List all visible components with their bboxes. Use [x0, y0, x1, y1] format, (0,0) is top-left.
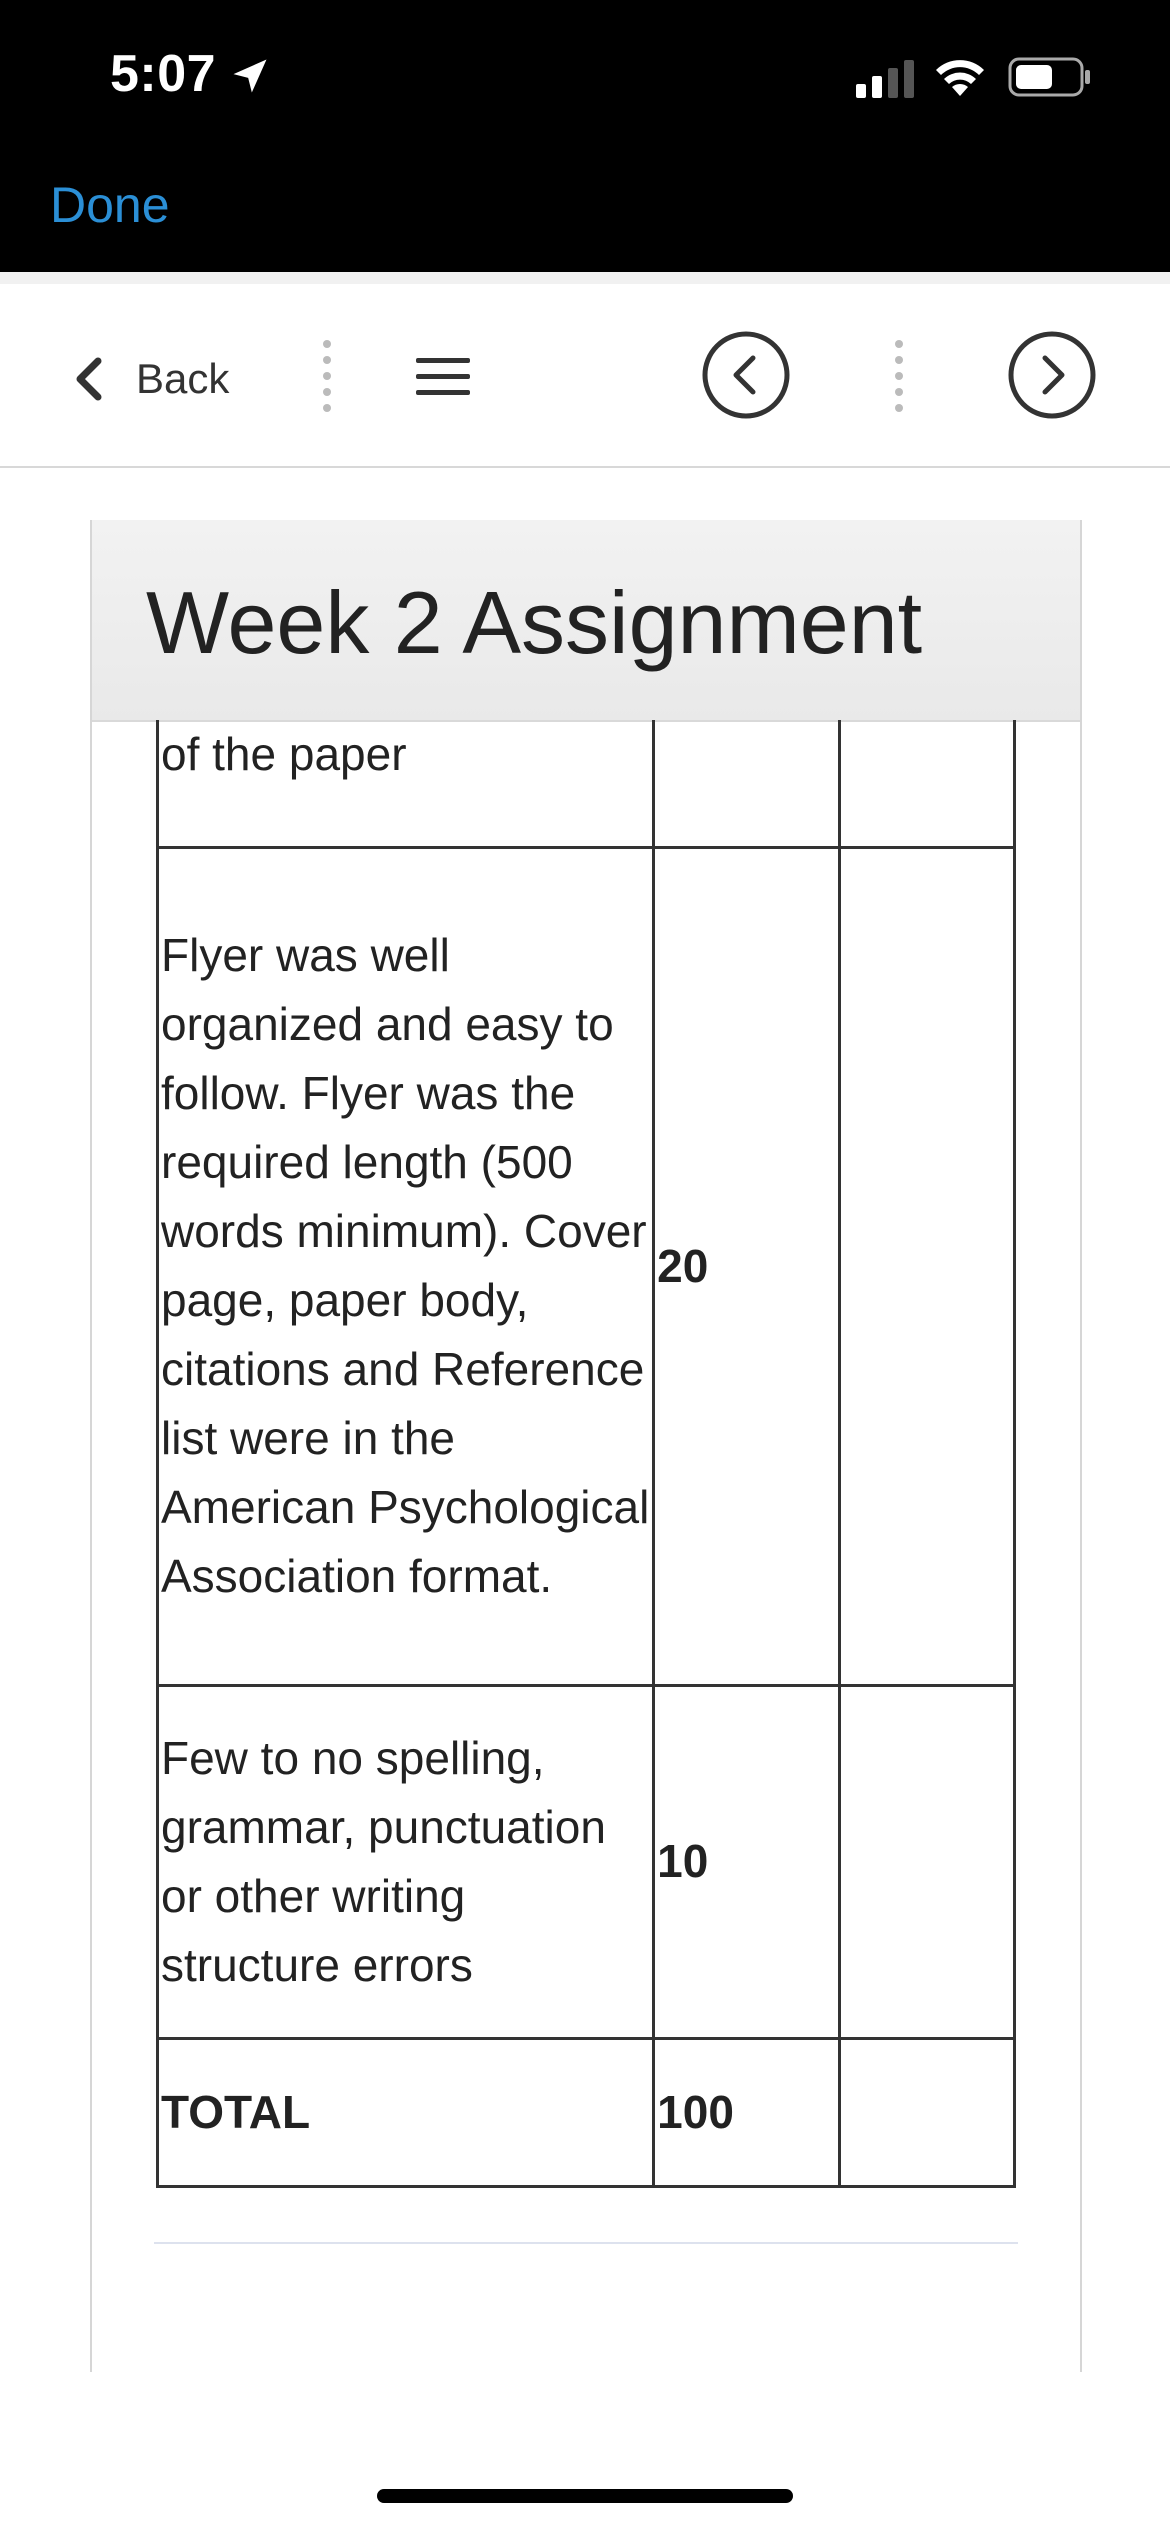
criteria-text: Flyer was well organized and easy to follow. Flyer was the required length (500 words minimum). Cover page, paper body, citations and Reference list were in the American Psychological Association format. [161, 929, 650, 1602]
criteria-cell [158, 1685, 654, 2038]
vertical-dots-icon [894, 340, 904, 412]
assignment-card [90, 520, 1082, 2372]
done-button[interactable]: Done [50, 177, 170, 233]
table-row [158, 847, 1015, 1685]
wifi-icon [934, 56, 986, 98]
divider [0, 272, 1170, 284]
page-title: Week 2 Assignment [146, 573, 923, 672]
criteria-text: Few to no spelling, grammar, punctuation or other writing structure errors [161, 1731, 606, 1991]
total-label-cell [158, 2038, 654, 2186]
next-circle-icon[interactable] [1007, 330, 1097, 420]
nav-bar [0, 284, 1170, 468]
table-row [158, 720, 1015, 847]
battery-icon [1008, 56, 1092, 98]
points-cell: 10 [654, 1685, 839, 2038]
location-arrow-icon [228, 54, 272, 98]
back-label: Back [136, 355, 230, 402]
points-cell: 20 [654, 847, 839, 1685]
home-indicator[interactable] [377, 2489, 793, 2503]
divider [154, 2242, 1018, 2244]
cellular-signal-icon [856, 60, 916, 98]
score-cell [839, 2038, 1014, 2186]
hamburger-menu-icon[interactable] [414, 354, 472, 400]
score-cell [839, 847, 1014, 1685]
criteria-text: of the paper [161, 728, 407, 780]
status-time: 5:07 [110, 45, 217, 103]
top-bar [0, 0, 1170, 272]
score-cell [839, 1685, 1014, 2038]
previous-circle-icon[interactable] [701, 330, 791, 420]
total-points-cell: 100 [654, 2038, 839, 2186]
criteria-cell [158, 720, 654, 847]
table-row [158, 2038, 1015, 2186]
total-label: TOTAL [161, 2085, 311, 2138]
points-cell [654, 720, 839, 847]
rubric-table [156, 720, 1016, 2188]
table-row [158, 1685, 1015, 2038]
score-cell [839, 720, 1014, 847]
chevron-left-icon [70, 355, 110, 403]
back-button[interactable] [70, 344, 229, 414]
vertical-dots-icon [322, 340, 332, 412]
criteria-cell [158, 847, 654, 1685]
card-header [92, 520, 1080, 722]
